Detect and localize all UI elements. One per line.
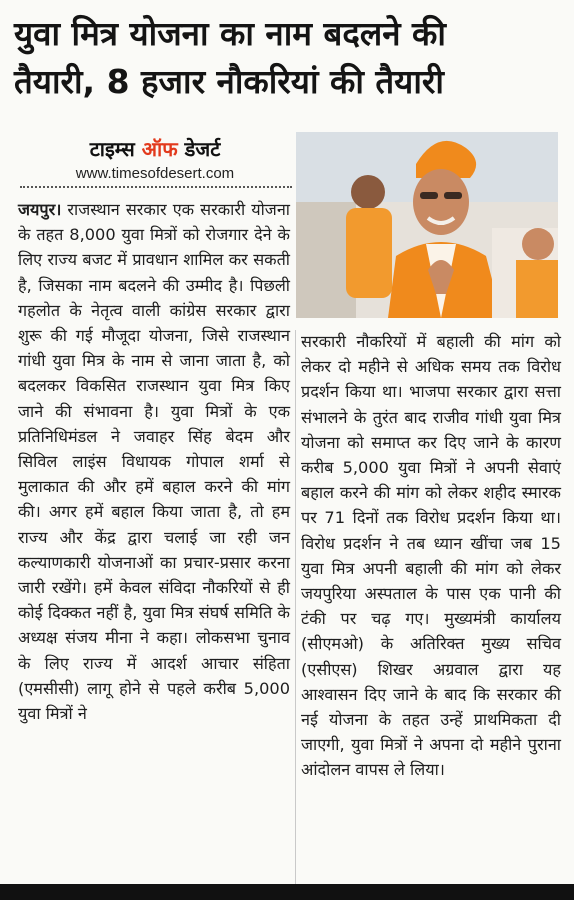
brand-end: डेजर्ट (177, 137, 221, 161)
headline (14, 10, 562, 106)
masthead (20, 136, 290, 184)
bottom-bar (0, 884, 574, 900)
dotted-divider (20, 186, 292, 188)
headline-line-2: तैयारी, 8 हजार नौकरियां की तैयारी (14, 62, 444, 101)
left-column-text: राजस्थान सरकार एक सरकारी योजना के तहत 8,000 युवा मित्रों को रोजगार देने के लिए राज्य बजट में प्रावधान शामिल कर सकती है, जिसका नाम बदलने की उम्मीद है। पिछली गहलोत के नेतृत्व वाली कांग्रेस सरकार द्वारा शुरू की गई मौजूदा योजना, जिसे राजस्थान गांधी युवा मित्र के नाम से जाना जाता है, को बदलकर विकसित राजस्थान युवा मित्र किए जाने की संभावना है। युवा मित्रों के एक प्रतिनिधिमंडल ने जवाहर सिंह बेदम और सिविल लाइंस विधायक गोपाल शर्मा से मुलाकात की और हमें बहाल करने की मांग की। अगर हमें बहाल किया जाता है, तो हम राज्य और केंद्र द्वारा चलाई जा रही जन कल्याणकारी योजनाओं का प्रचार-प्रसार करना जारी रखेंगे। हमें केवल संविदा नौकरियों से ही कोई दिक्कत नहीं है, युवा मित्र संघर्ष समिति के अध्यक्ष संजय मीना ने कहा। लोकसभा चुनाव के लिए राज्य में आदर्श आचार संहिता (एमसीसी) लागू होने से पहले करीब 5,000 युवा मित्रों ने (18, 200, 290, 724)
article-column-left (18, 197, 290, 726)
politician-photo (296, 132, 558, 318)
column-divider (295, 330, 296, 885)
dateline: जयपुर। (18, 200, 62, 219)
headline-line-1: युवा मित्र योजना का नाम बदलने की (14, 14, 446, 53)
article-column-right: सरकारी नौकरियों में बहाली की मांग को लेकर दो महीने से अधिक समय तक विरोध प्रदर्शन किया था। भाजपा सरकार द्वारा सत्ता संभालने के तुरंत बाद राजीव गांधी युवा मित्र योजना को समाप्त कर दिए जाने के कारण करीब 5,000 युवा मित्रों ने अपनी सेवाएं बहाल करने की मांग को लेकर शहीद स्मारक पर 71 दिनों तक विरोध प्रदर्शन किया था। विरोध प्रदर्शन ने तब ध्यान खींचा जब 15 युवा मित्र अपनी बहाली की मांग को लेकर जयपुरिया अस्पताल के पास एक पानी की टंकी पर चढ़ गए। मुख्यमंत्री कार्यालय (सीएमओ) के अतिरिक्त मुख्य सचिव (एसीएस) शिखर अग्रवाल द्वारा यह आश्वासन दिए जाने के बाद कि सरकार की नई योजना के तहत उन्हें प्राथमिकता दी जाएगी, युवा मित्रों ने अपना दो महीने पुराना आंदोलन वापस ले लिया। (301, 332, 561, 780)
photo-illustration (296, 132, 558, 318)
website-url: www.timesofdesert.com (75, 165, 235, 182)
brand-main: टाइम्स (89, 137, 142, 161)
brand-accent: ऑफ (141, 137, 178, 161)
brand-name (20, 136, 290, 162)
